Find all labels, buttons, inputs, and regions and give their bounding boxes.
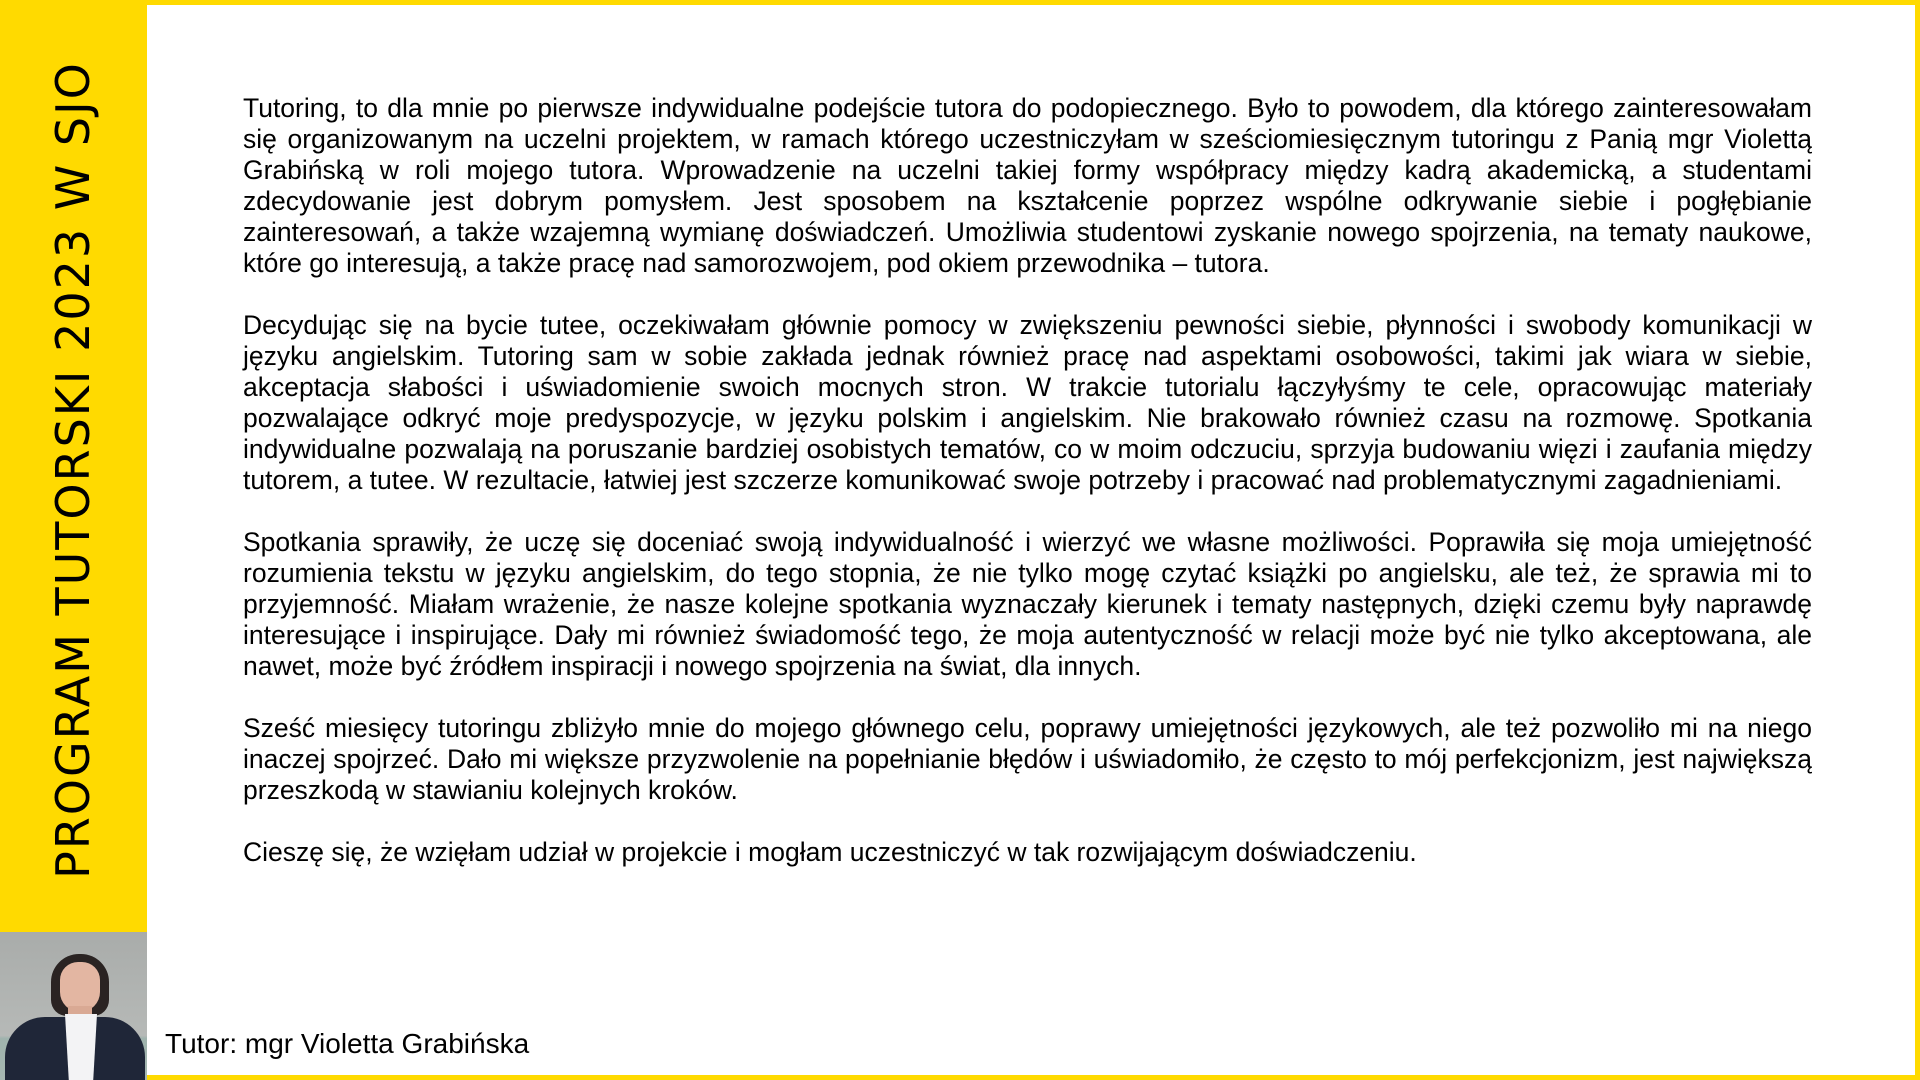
paragraph-4: Sześć miesięcy tutoringu zbliżyło mnie do mojego głównego celu, poprawy umiejętności językowych, ale też pozwoliło mi na niego inaczej spojrzeć. Dało mi większe przyzwolenie na popełnianie błędów i uświadomiło, że często to mój perfekcjonizm, jest największą przeszkodą w stawianiu kolejnych kroków. [243, 713, 1812, 805]
paragraph-3: Spotkania sprawiły, że uczę się doceniać swoją indywidualność i wierzyć we własne możliwości. Poprawiła się moja umiejętność rozumienia tekstu w języku angielskim, do tego stopnia, że nie tylko mogę czytać książki po angielsku, ale też, że sprawia mi to przyjemność. Miałam wrażenie, że nasze kolejne spotkania wyznaczały kierunek i tematy następnych, dzięki czemu były naprawdę interesujące i inspirujące. Dały mi również świadomość tego, że moja autentyczność w relacji może być nie tylko akceptowana, ale nawet, może być źródłem inspiracji i nowego spojrzenia na świat, dla innych. [243, 527, 1812, 681]
bottom-border [147, 1075, 1920, 1080]
tutor-caption: Tutor: mgr Violetta Grabińska [165, 1028, 530, 1059]
paragraph-2: Decydując się na bycie tutee, oczekiwałam głównie pomocy w zwiększeniu pewności siebie, płynności i swobody komunikacji w języku angielskim. Tutoring sam w sobie zakłada jednak również pracę nad aspektami osobowości, takimi jak wiara w siebie, akceptacja słabości i uświadomienie swoich mocnych stron. W trakcie tutorialu łączyłyśmy te cele, opracowując materiały pozwalające odkryć moje predyspozycje, w języku polskim i angielskim. Nie brakowało również czasu na rozmowę. Spotkania indywidualne pozwalają na poruszanie bardziej osobistych tematów, co w moim odczuciu, sprzyja budowaniu więzi i zaufania między tutorem, a tutee. W rezultacie, łatwiej jest szczerze komunikować swoje potrzeby i pracować nad problematycznymi zagadnieniami. [243, 310, 1812, 495]
paragraph-5: Cieszę się, że wzięłam udział w projekcie i mogłam uczestniczyć w tak rozwijającym doświadczeniu. [243, 837, 1417, 867]
program-title: PROGRAM TUTORSKI 2023 W SJO [46, 61, 100, 879]
photo-face [60, 962, 100, 1012]
top-border [147, 0, 1920, 5]
sidebar-banner [0, 0, 147, 932]
tutor-photo [0, 932, 147, 1080]
paragraph-1: Tutoring, to dla mnie po pierwsze indywidualne podejście tutora do podopiecznego. Było to powodem, dla którego zainteresowałam się organizowanym na uczelni projektem, w ramach którego uczestniczyłam w sześciomiesięcznym tutoringu z Panią mgr Violettą Grabińską w roli mojego tutora. Wprowadzenie na uczelni takiej formy współpracy między kadrą akademicką, a studentami zdecydowanie jest dobrym pomysłem. Jest sposobem na kształcenie poprzez wspólne odkrywanie siebie i pogłębianie zainteresowań, a także wzajemną wymianę doświadczeń. Umożliwia studentowi zyskanie nowego spojrzenia, na tematy naukowe, które go interesują, a także pracę nad samorozwojem, pod okiem przewodnika – tutora. [243, 93, 1812, 278]
testimonial-text [243, 93, 1812, 899]
right-border [1915, 0, 1920, 1080]
